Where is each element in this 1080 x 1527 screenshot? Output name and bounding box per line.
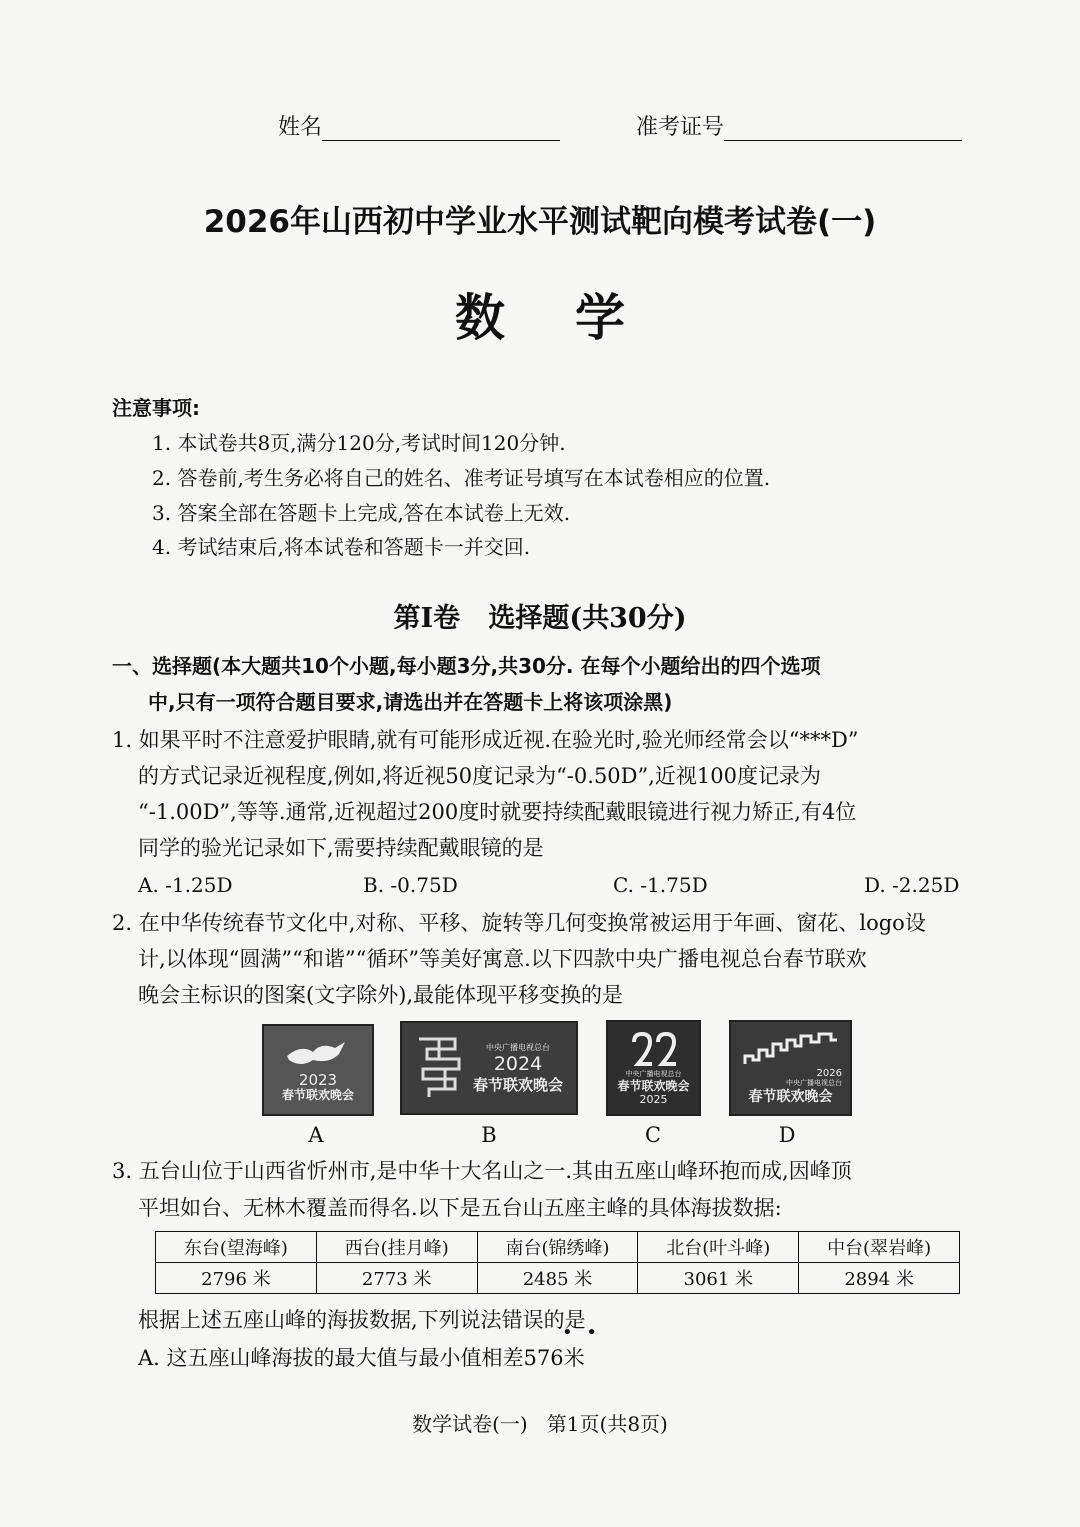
q3-stem: 根据上述五座山峰的海拔数据,下列说法错误的是: [138, 1308, 586, 1332]
notice-heading: 注意事项:: [112, 396, 200, 420]
logo-label-c: C: [644, 1123, 662, 1147]
notice-item: 1. 本试卷共8页,满分120分,考试时间120分钟.: [152, 431, 566, 455]
name-blank[interactable]: [322, 118, 560, 141]
emphasis-dots: • •: [562, 1322, 601, 1343]
logo-year: 2024: [493, 1052, 543, 1075]
notice-item: 4. 考试结束后,将本试卷和答题卡一并交回.: [152, 535, 531, 559]
swallow-icon: [283, 1038, 353, 1072]
logo-small-text: 中央广播电视总台: [786, 1079, 842, 1087]
table-header-cell: 西台(挂月峰): [316, 1232, 477, 1263]
logo-small-text: 中央广播电视总台: [485, 1042, 550, 1052]
page-footer: 数学试卷(一) 第1页(共8页): [412, 1412, 668, 1436]
table-header-cell: 中台(翠岩峰): [799, 1232, 960, 1263]
logo-label-b: B: [481, 1123, 497, 1147]
logo-year: 2023: [298, 1070, 338, 1089]
q3-option-a: A. 这五座山峰海拔的最大值与最小值相差576米: [138, 1346, 585, 1370]
logo-year: 2025: [639, 1093, 668, 1106]
q1-line: 1. 如果平时不注意爱护眼睛,就有可能形成近视.在验光时,验光师经常会以“***D”: [112, 728, 859, 752]
gala-logo-b: [400, 1021, 578, 1115]
table-header-cell: 东台(望海峰): [156, 1232, 317, 1263]
exam-id-field: [636, 110, 962, 141]
part-one-line1: 一、选择题(本大题共10个小题,每小题3分,共30分. 在每个小题给出的四个选项: [112, 654, 821, 678]
subject-title: 数学: [455, 289, 695, 347]
gala-logo-d: [729, 1020, 852, 1116]
notice-item: 2. 答卷前,考生务必将自己的姓名、准考证号填写在本试卷相应的位置.: [152, 466, 771, 490]
q2-line: 计,以体现“圆满”“和谐”“循环”等美好寓意.以下四款中央广播电视总台春节联欢: [138, 947, 867, 971]
table-header-row: [156, 1232, 960, 1263]
table-cell: 2894 米: [799, 1263, 960, 1294]
gala-logo-c: [606, 1020, 701, 1116]
table-row: [156, 1263, 960, 1294]
q1-line: “-1.00D”,等等.通常,近视超过200度时就要持续配戴眼镜进行视力矫正,有4位: [138, 800, 857, 824]
table-header-cell: 南台(锦绣峰): [477, 1232, 638, 1263]
ruyi-pattern-icon: [628, 1030, 680, 1070]
q1-option-a: A. -1.25D: [138, 873, 233, 897]
logo-title: 春节联欢晚会: [617, 1079, 690, 1093]
exam-id-blank[interactable]: [724, 118, 962, 141]
logo-label-a: A: [308, 1123, 324, 1147]
q1-option-c: C. -1.75D: [613, 873, 708, 897]
q1-line: 同学的验光记录如下,需要持续配戴眼镜的是: [138, 836, 544, 860]
table-cell: 2773 米: [316, 1263, 477, 1294]
table-header-cell: 北台(叶斗峰): [638, 1232, 799, 1263]
table-cell: 3061 米: [638, 1263, 799, 1294]
peak-altitude-table: [155, 1231, 960, 1294]
meander-pattern-icon: [741, 1030, 841, 1068]
q1-option-b: B. -0.75D: [363, 873, 458, 897]
q1-line: 的方式记录近视程度,例如,将近视50度记录为“-0.50D”,近视100度记录为: [138, 764, 821, 788]
q3-line: 3. 五台山位于山西省忻州市,是中华十大名山之一.其由五座山峰环抱而成,因峰顶: [112, 1159, 852, 1183]
q1-option-d: D. -2.25D: [864, 873, 960, 897]
exam-id-label: 准考证号: [636, 115, 725, 140]
logo-title: 春节联欢晚会: [281, 1087, 354, 1102]
gala-logo-a: [262, 1024, 374, 1116]
q2-line: 晚会主标识的图案(文字除外),最能体现平移变换的是: [138, 983, 624, 1007]
logo-title: 春节联欢晚会: [472, 1075, 563, 1094]
logo-label-d: D: [778, 1123, 796, 1147]
notice-item: 3. 答案全部在答题卡上完成,答在本试卷上无效.: [152, 501, 571, 525]
logo-year: 2026: [816, 1068, 842, 1079]
name-label: 姓名: [278, 115, 323, 140]
name-field: [278, 110, 560, 141]
dragon-pattern-icon: [415, 1033, 467, 1103]
table-cell: 2485 米: [477, 1263, 638, 1294]
q2-line: 2. 在中华传统春节文化中,对称、平移、旋转等几何变换常被运用于年画、窗花、logo设: [112, 911, 926, 935]
table-cell: 2796 米: [156, 1263, 317, 1294]
logo-small-text: 中央广播电视总台: [625, 1070, 682, 1078]
exam-title: 2026年山西初中学业水平测试靶向模考试卷(一): [203, 204, 877, 240]
q3-line: 平坦如台、无林木覆盖而得名.以下是五台山五座主峰的具体海拔数据:: [138, 1196, 782, 1220]
section-title: 第Ⅰ卷 选择题(共30分): [393, 603, 687, 634]
logo-title: 春节联欢晚会: [748, 1089, 833, 1105]
part-one-line2: 中,只有一项符合题目要求,请选出并在答题卡上将该项涂黑): [148, 690, 673, 714]
